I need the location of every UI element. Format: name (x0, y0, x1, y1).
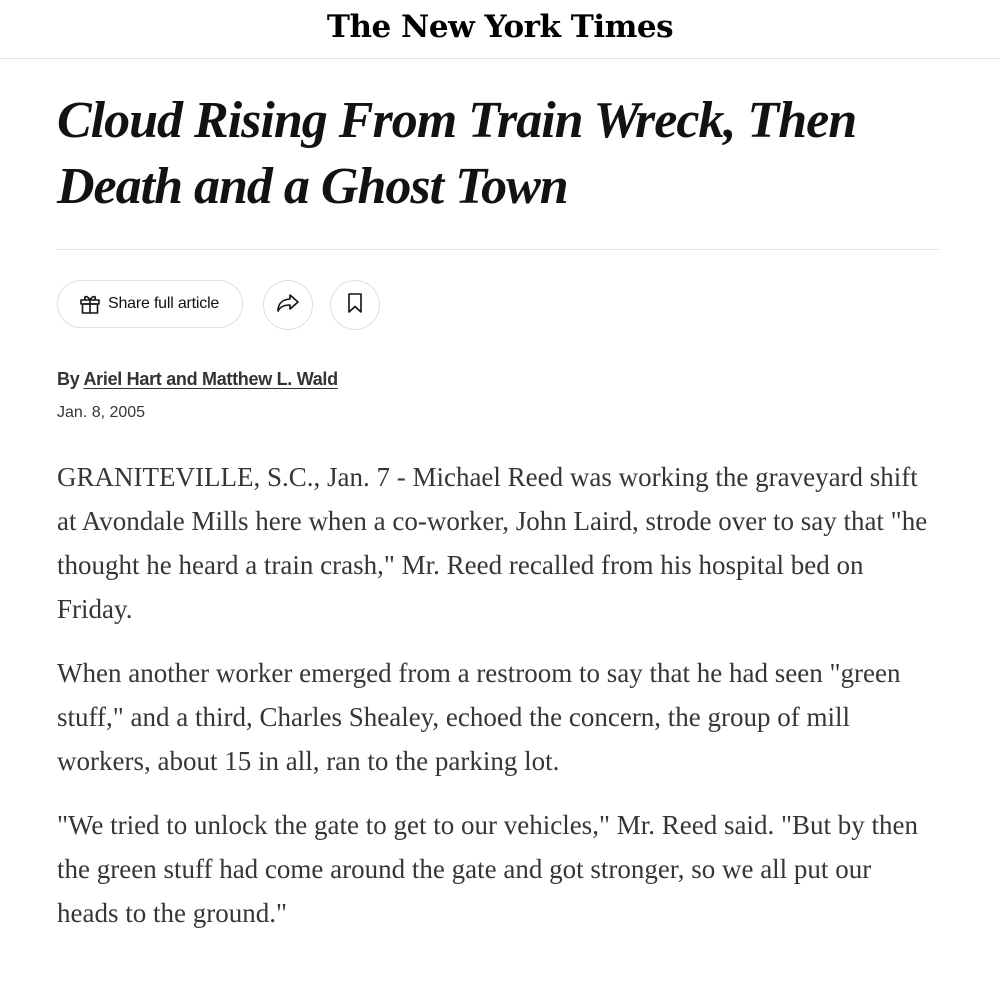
masthead (0, 0, 1000, 59)
share-full-article-label: Share full article (108, 295, 220, 312)
author-link[interactable]: Ariel Hart and Matthew L. Wald (83, 369, 338, 389)
article-body (57, 455, 937, 955)
bookmark-icon (344, 291, 366, 320)
save-bookmark-button[interactable] (330, 280, 380, 330)
headline-divider (57, 249, 939, 250)
byline (57, 369, 338, 390)
article-paragraph: GRANITEVILLE, S.C., Jan. 7 - Michael Reed was working the graveyard shift at Avondale Mills here when a co-worker, John Laird, strode over to say that "he thought he heard a train crash," Mr. Reed recalled from his hospital bed on Friday. (57, 462, 928, 624)
gift-icon (78, 292, 102, 316)
publish-date: Jan. 8, 2005 (57, 404, 146, 421)
share-button[interactable] (263, 280, 313, 330)
byline-prefix: By (57, 369, 80, 389)
article-paragraph: When another worker emerged from a restroom to say that he had seen "green stuff," and a third, Charles Shealey, echoed the concern, the group of mill workers, about 15 in all, ran to the parking lot. (57, 658, 901, 776)
article-headline: Cloud Rising From Train Wreck, Then Death and a Ghost Town (57, 92, 857, 215)
article-paragraph: "We tried to unlock the gate to get to our vehicles," Mr. Reed said. "But by then the green stuff had come around the gate and got stronger, so we all put our heads to the ground." (57, 810, 918, 928)
share-full-article-button[interactable] (57, 280, 243, 328)
nyt-logo[interactable]: The New York Times (326, 9, 674, 45)
share-arrow-icon (275, 290, 301, 321)
